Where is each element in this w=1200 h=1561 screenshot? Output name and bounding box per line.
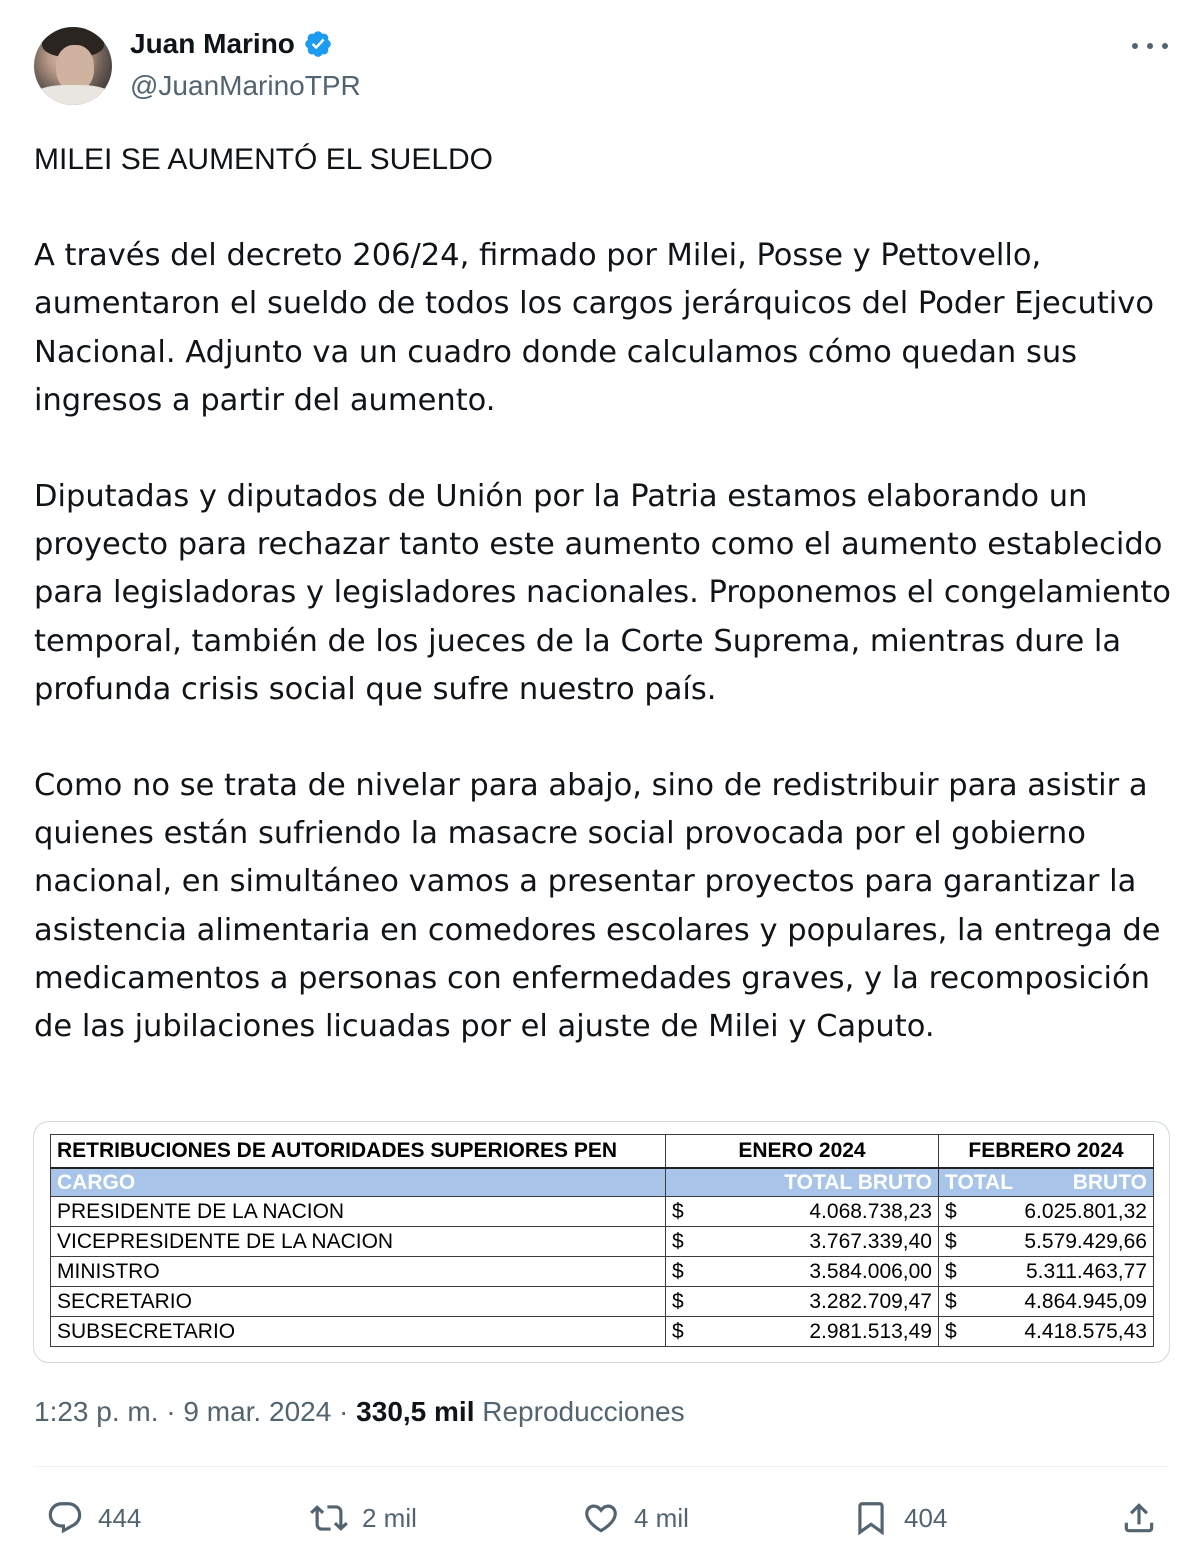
action-bar [0, 1488, 1200, 1548]
author-name-row[interactable] [130, 28, 333, 60]
table-subheader-enero: TOTAL BRUTO [666, 1168, 939, 1197]
table-row [51, 1257, 1154, 1287]
tweet-title: MILEI SE AUMENTÓ EL SUELDO [34, 143, 494, 176]
reply-count: 444 [98, 1502, 142, 1533]
table-header-febrero: FEBRERO 2024 [939, 1135, 1154, 1169]
reply-icon [46, 1499, 84, 1537]
table-row [51, 1197, 1154, 1227]
views-count: 330,5 mil [356, 1396, 475, 1427]
tweet-paragraph-1: A través del decreto 206/24, firmado por Milei, Posse y Pettovello, aumentaron el sueldo de todos los cargos jerárquicos del Poder Ejecutivo Nacional. Adjunto va un cuadro donde calculamos cómo quedan sus ingresos a partir del aumento. [34, 238, 1154, 418]
cargo-cell: VICEPRESIDENTE DE LA NACION [51, 1227, 666, 1257]
more-options-icon[interactable] [1132, 34, 1168, 58]
repost-button[interactable] [310, 1488, 417, 1548]
bookmark-icon [852, 1499, 890, 1537]
febrero-cell: $ 6.025.801,32 [939, 1197, 1154, 1227]
like-button[interactable] [582, 1488, 689, 1548]
divider [34, 1466, 1168, 1467]
share-button[interactable] [1120, 1488, 1172, 1548]
repost-count: 2 mil [362, 1502, 417, 1533]
author-handle[interactable]: @JuanMarinoTPR [130, 70, 361, 101]
tweet-date[interactable]: 9 mar. 2024 [183, 1396, 332, 1427]
views-label: Reproducciones [482, 1396, 685, 1427]
reply-button[interactable] [46, 1488, 141, 1548]
table-header-enero: ENERO 2024 [666, 1135, 939, 1169]
salary-table [50, 1134, 1154, 1347]
enero-cell: $ 3.767.339,40 [666, 1227, 939, 1257]
bookmark-count: 404 [904, 1502, 948, 1533]
bookmark-button[interactable] [852, 1488, 947, 1548]
table-header-title: RETRIBUCIONES DE AUTORIDADES SUPERIORES PEN [51, 1135, 666, 1169]
enero-cell: $ 4.068.738,23 [666, 1197, 939, 1227]
avatar[interactable] [34, 27, 112, 105]
table-row [51, 1287, 1154, 1317]
cargo-cell: SUBSECRETARIO [51, 1317, 666, 1347]
table-body [51, 1197, 1154, 1347]
enero-cell: $ 2.981.513,49 [666, 1317, 939, 1347]
attached-image[interactable] [33, 1121, 1170, 1363]
febrero-cell: $ 4.418.575,43 [939, 1317, 1154, 1347]
febrero-cell: $ 4.864.945,09 [939, 1287, 1154, 1317]
table-subheader-row [51, 1168, 1154, 1197]
table-header-row [51, 1135, 1154, 1169]
tweet-paragraph-3: Como no se trata de nivelar para abajo, sino de redistribuir para asistir a quienes están sufriendo la masacre social provocada por el gobierno nacional, en simultáneo vamos a presentar proyectos para garantizar la asistencia alimentaria en comedores escolares y populares, la entrega de medicamentos a personas con enfermedades graves, y la recomposición de las jubilaciones licuadas por el ajuste de Milei y Caputo. [34, 768, 1161, 1045]
cargo-cell: PRESIDENTE DE LA NACION [51, 1197, 666, 1227]
table-subheader-cargo: CARGO [51, 1168, 666, 1197]
share-icon [1120, 1499, 1158, 1537]
cargo-cell: MINISTRO [51, 1257, 666, 1287]
cargo-cell: SECRETARIO [51, 1287, 666, 1317]
table-subheader-febrero: TOTAL BRUTO [939, 1168, 1154, 1197]
febrero-cell: $ 5.311.463,77 [939, 1257, 1154, 1287]
verified-badge-icon [303, 29, 333, 59]
heart-icon [582, 1499, 620, 1537]
repost-icon [310, 1499, 348, 1537]
table-row [51, 1317, 1154, 1347]
febrero-cell: $ 5.579.429,66 [939, 1227, 1154, 1257]
tweet-paragraph-2: Diputadas y diputados de Unión por la Patria estamos elaborando un proyecto para rechazar tanto este aumento como el aumento establecido para legisladoras y legisladores nacionales. Proponemos el congelamiento temporal, también de los jueces de la Corte Suprema, mientras dure la profunda crisis social que sufre nuestro país. [34, 479, 1171, 707]
tweet-text [34, 136, 1174, 1051]
tweet-meta: 1:23 p. m. · 9 mar. 2024 · 330,5 mil Reproducciones [34, 1396, 685, 1427]
enero-cell: $ 3.282.709,47 [666, 1287, 939, 1317]
author-name[interactable]: Juan Marino [130, 28, 295, 59]
tweet-time[interactable]: 1:23 p. m. [34, 1396, 159, 1427]
table-row [51, 1227, 1154, 1257]
like-count: 4 mil [634, 1502, 689, 1533]
enero-cell: $ 3.584.006,00 [666, 1257, 939, 1287]
